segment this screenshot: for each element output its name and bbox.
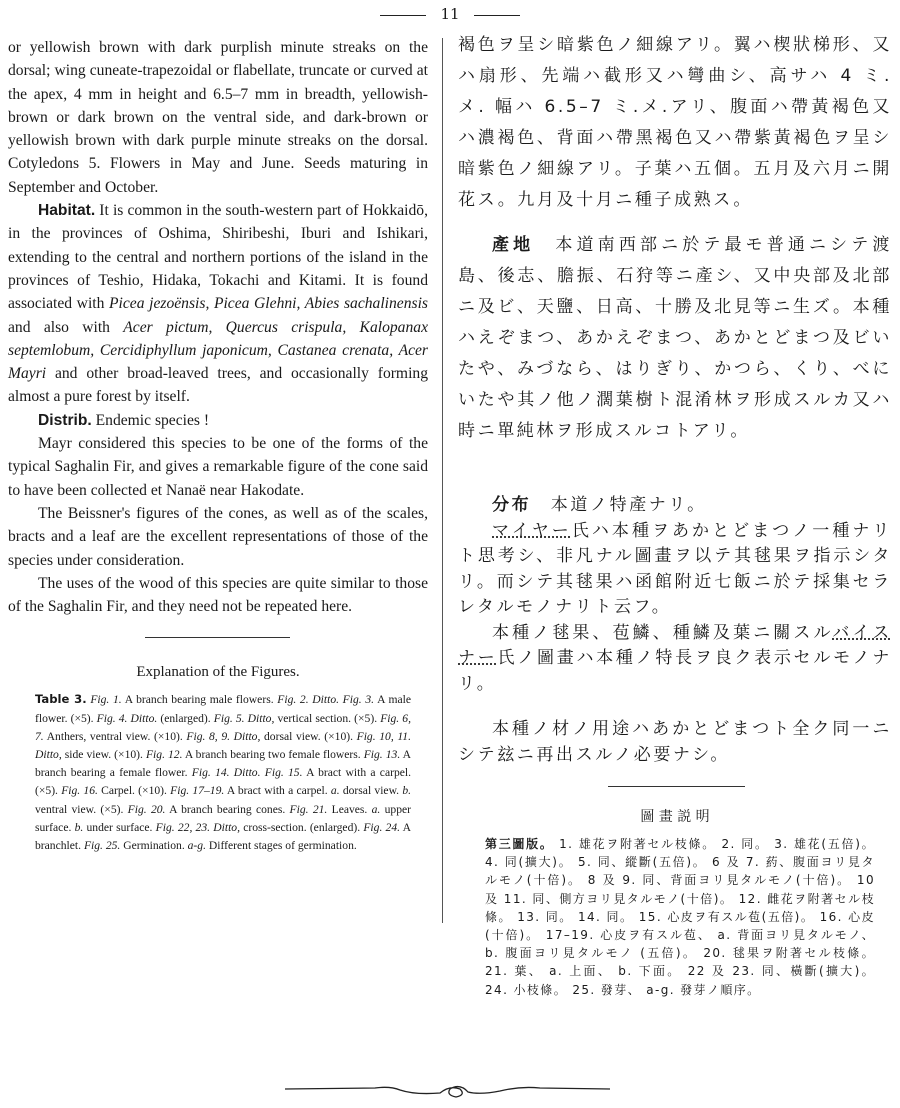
figure-ref: Fig. 24. — [363, 820, 401, 834]
figure-ref: Fig. 16. — [61, 784, 98, 798]
figure-explanation — [35, 690, 411, 855]
figure-ref: b. — [74, 820, 84, 834]
ornament-flourish — [280, 1075, 620, 1105]
table-label: Table 3. — [35, 692, 87, 707]
description-paragraph: or yellowish brown with dark purplish minute streaks on the dorsal; wing cuneate-trapezoidal or flabellate, truncate or curved at the apex, 4 mm in height and 6.5–7 mm in breadth, yellowish-brown or dark brown on the ventral side, and dark-brown or yellowish brown with dark purple minute streaks on the dorsal. Cotyledons 5. Flowers in May and June. Seeds maturing in September and October. — [8, 39, 428, 196]
habitat-species-1: Picea jezoënsis, Picea Glehni, Abies sachalinensis — [109, 295, 428, 313]
figure-desc: Leaves. — [327, 802, 372, 816]
figure-ref: Fig. 4. Ditto. — [96, 711, 158, 725]
figure-desc: under surface. — [83, 820, 156, 834]
habitat-text-1: It is common in the south-western part of Hokkaidō, in the provinces of Oshima, Shiribeshi, Iburi and Ishikari, extending to the central and northern portions of the island in the provinces of Teshio, Hidaka, Tokachi and Kitami. It is found associated with — [8, 202, 428, 313]
figure-ref: Fig. 20. — [127, 802, 166, 816]
figure-ref: Fig. 8, 9. Ditto, — [186, 729, 261, 743]
figure-desc: dorsal view. (×10). — [260, 729, 357, 743]
figure-desc: A branch bearing cones. — [165, 802, 290, 816]
figure-desc: cross-section. (enlarged). — [239, 820, 364, 834]
figure-desc: A bract with a carpel. — [224, 784, 331, 798]
figure-ref: a. — [330, 784, 340, 798]
figure-ref: Fig. 5. Ditto, — [213, 711, 275, 725]
figure-desc: A branch bearing a female flower. — [35, 748, 411, 780]
jp-mayr-text: 氏ハ本種ヲあかとどまつノ一種ナリト思考シ、非凡ナル圖畫ヲ以テ其毬果ヲ指示シタリ。而シテ其毬果ハ函館附近七飯ニ於テ採集セラレタルモノナリト云フ。 — [458, 520, 893, 617]
distrib-paragraph — [8, 409, 428, 432]
jp-distrib-paragraph — [458, 493, 892, 519]
jp-distrib-text: 本道ノ特產ナリ。 — [531, 495, 707, 515]
figure-desc: dorsal view. — [339, 784, 403, 798]
japanese-body — [458, 30, 892, 447]
figure-ref: Fig. 10, 11. Ditto, — [35, 729, 411, 762]
section-separator-left — [145, 637, 290, 638]
jp-mayr-name: マイヤー — [492, 520, 572, 541]
japanese-column — [458, 30, 892, 999]
uses-paragraph: The uses of the wood of this species are quite similar to those of the Saghalin Fir, and they need not be repeated here. — [8, 574, 428, 616]
english-column — [8, 36, 428, 855]
habitat-species-2: Acer pictum, Quercus crispula, Kalopanax septemlobum, Cercidiphyllum japonicum, Castanea crenata, Acer Mayri — [8, 318, 428, 383]
footer — [0, 1075, 900, 1105]
figure-ref: Fig. 2. Ditto. Fig. 3. — [277, 693, 375, 707]
jp-distrib-label: 分布 — [492, 495, 532, 515]
figure-desc: ventral view. (×5). — [35, 802, 128, 816]
jp-beissner-text-2: 氏ノ圖畫ハ本種ノ特長ヲ良ク表示セルモノナリ。 — [458, 648, 892, 694]
jp-habitat-text: 本道南西部ニ於テ最モ普通ニシテ渡島、後志、膽振、石狩等ニ產シ、又中央部及北部ニ及ビ、天鹽、日高、十勝及北見等ニ生ズ。本種ハえぞまつ、あかえぞまつ、あかとどまつ及ビいたや、みづなら、はりぎり、かつら、くり、べにいたや其ノ他ノ濶葉樹ト混淆林ヲ形成スルカ又ハ時ニ單純林ヲ形成スルコトアリ。 — [458, 235, 893, 441]
habitat-text-3: and other broad-leaved trees, and occasionally forming almost a pure forest by itself. — [8, 365, 428, 406]
figure-desc: A branch bearing male flowers. — [121, 693, 278, 707]
figure-desc: A male flower. (×5). — [35, 693, 411, 725]
jp-table-label: 第三圖版。 — [485, 837, 554, 851]
page-number — [0, 4, 900, 24]
habitat-text-2: and also with — [8, 318, 124, 336]
figure-desc: vertical section. (×5). — [274, 711, 381, 725]
figure-desc: Germination. — [120, 839, 188, 853]
figure-ref: Fig. 1. — [90, 693, 122, 707]
english-body — [8, 36, 428, 618]
habitat-label: Habitat. — [38, 202, 96, 220]
jp-description-paragraph: 褐色ヲ呈シ暗紫色ノ細線アリ。翼ハ楔狀梯形、又ハ扇形、先端ハ截形又ハ彎曲シ、高サハ 4 ミ.メ. 幅ハ 6.5–7 ミ.メ.アリ、腹面ハ帶黃褐色又ハ濃褐色、背面ハ帶黑褐色又ハ帶紫黃褐色ヲ呈シ暗紫色ノ細線アリ。子葉ハ五個。五月及六月ニ開花ス。九月及十月ニ種子成熟ス。 — [458, 35, 892, 210]
jp-beissner-name: バイスナー — [458, 622, 892, 668]
figure-ref: a-g. — [187, 839, 206, 853]
figure-ref: b. — [402, 784, 412, 798]
jp-beissner-text-1: 本種ノ毬果、苞鱗、種鱗及葉ニ關スル — [492, 622, 833, 643]
figure-explanation-text — [35, 690, 411, 855]
figure-desc: upper surface. — [35, 802, 412, 834]
jp-habitat-label: 產地 — [492, 235, 535, 255]
figure-desc: A branch bearing two female flowers. — [182, 748, 364, 762]
figure-desc: Carpel. (×10). — [97, 784, 171, 798]
column-divider — [442, 38, 443, 923]
beissner-paragraph: The Beissner's figures of the cones, as well as of the scales, bracts and a leaf are the excellent representations of those of the species under consideration. — [8, 504, 428, 569]
explanation-title: Explanation of the Figures. — [136, 664, 300, 681]
section-separator-right — [608, 786, 745, 787]
figure-ref: Fig. 6, 7. — [35, 711, 411, 743]
mayr-paragraph: Mayr considered this species to be one of the forms of the typical Saghalin Fir, and gives a remarkable figure of the cone said to have been collected et Nanaë near Hakodate. — [8, 435, 428, 499]
figure-desc: A branchlet. — [35, 820, 411, 853]
figure-desc: Different stages of germination. — [205, 839, 357, 853]
rule-right — [474, 15, 520, 16]
figure-ref: Fig. 17–19. — [170, 784, 225, 798]
jp-figure-explanation — [485, 835, 875, 999]
jp-mayr-paragraph — [458, 519, 892, 621]
figure-ref: a. — [371, 802, 381, 816]
jp-beissner-paragraph — [458, 621, 892, 698]
distrib-text: Endemic species ! — [91, 411, 210, 429]
jp-habitat-paragraph — [458, 230, 892, 447]
jp-uses-paragraph: 本種ノ材ノ用途ハあかとどまつト全ク同一ニシテ玆ニ再出スルノ必要ナシ。 — [458, 719, 892, 765]
figure-ref: Fig. 25. — [83, 839, 121, 853]
jp-table-text: 1. 雄花ヲ附著セル枝條。 2. 同。 3. 雄花(五倍)。 4. 同(擴大)。 5. 同、縱斷(五倍)。 6 及 7. 葯、腹面ヨリ見タルモノ(十倍)。 8 及 9. 同、背面ヨリ見タルモノ(十倍)。 10 及 11. 同、側方ヨリ見タルモノ(十倍)。 12. 雌花ヲ附著セル枝條。 13. 同。 14. 同。 15. 心皮ヲ有スル苞(五倍)。 16. 心皮(十倍)。 17–19. 心皮ヲ有スル苞、 a. 背面ヨリ見タルモノ、 b. 腹面ヨリ見タルモノ (五倍)。 20. 毬果ヲ附著セル枝條。 21. 葉、 a. 上面、 b. 下面。 22 及 23. 同、橫斷(擴大)。 24. 小枝條。 25. 發芽、 a-g. 發芽ノ順序。 — [485, 837, 875, 997]
japanese-body-lower — [458, 493, 892, 768]
figure-desc: A bract with a carpel. (×5). — [35, 766, 412, 798]
jp-explanation-title: 圖 畫 説 明 — [640, 809, 710, 825]
figure-ref: Fig. 21. — [289, 802, 328, 816]
figure-desc: side view. (×10). — [61, 748, 146, 762]
page-number-text: 11 — [440, 5, 460, 23]
habitat-paragraph — [8, 199, 428, 409]
figure-ref: Fig. 13. — [363, 748, 401, 762]
figure-ref: Fig. 14. Ditto. Fig. 15. — [191, 766, 303, 780]
figure-ref: Fig. 22, 23. Ditto, — [155, 820, 240, 834]
rule-left — [380, 15, 426, 16]
figure-desc: (enlarged). — [157, 711, 214, 725]
figure-ref: Fig. 12. — [145, 748, 183, 762]
figure-desc: Anthers, ventral view. (×10). — [43, 729, 187, 743]
distrib-label: Distrib. — [38, 411, 92, 429]
